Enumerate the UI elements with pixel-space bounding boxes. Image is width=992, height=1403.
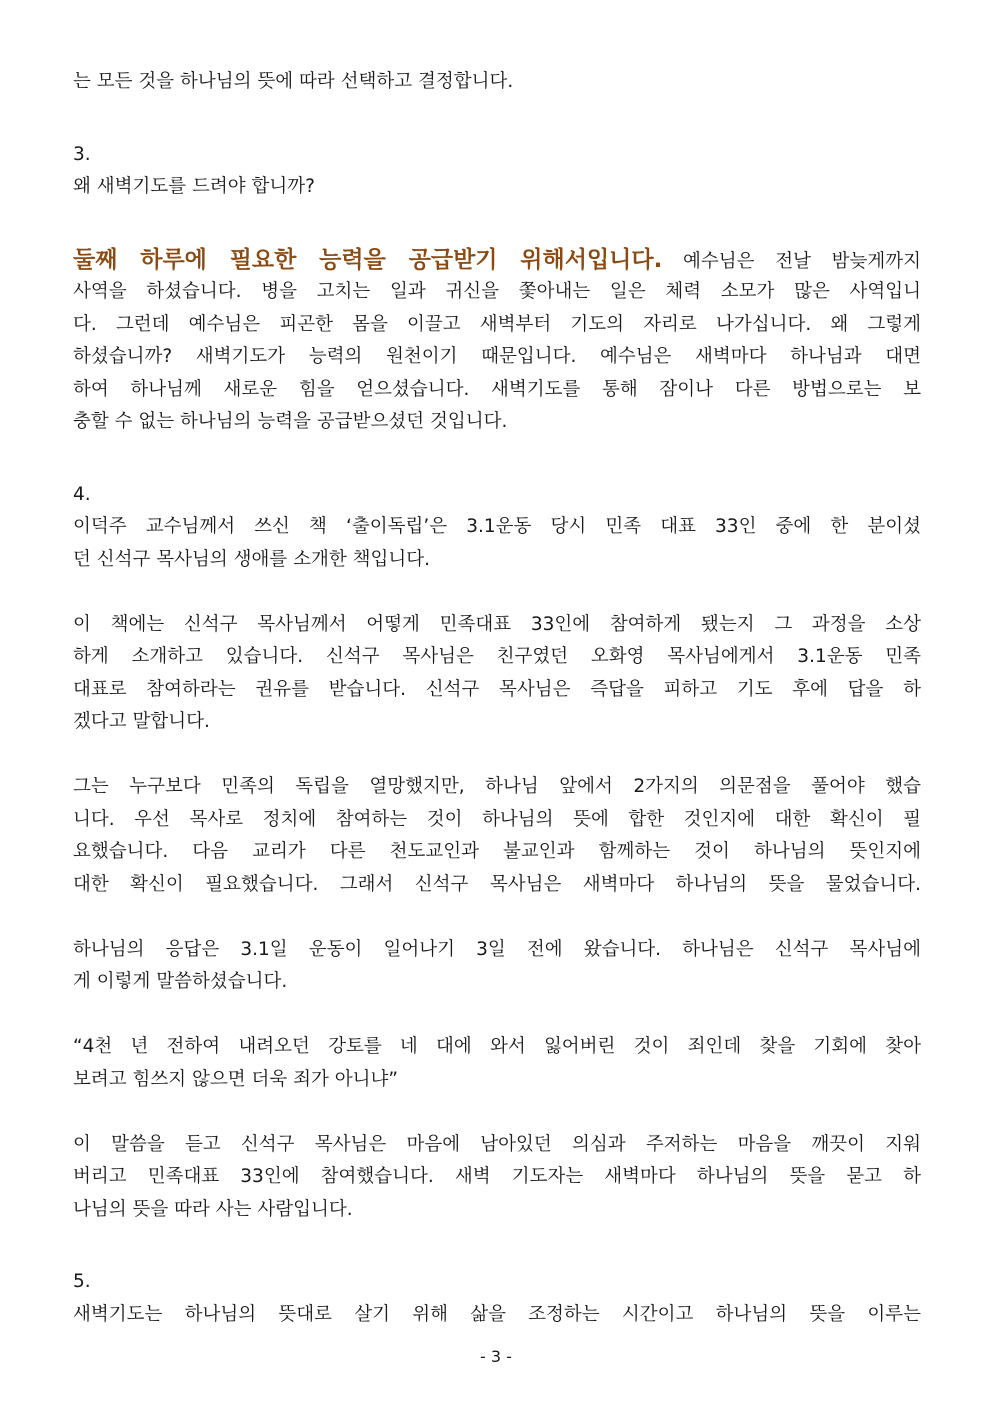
paragraph-line: 이 말씀을 듣고 신석구 목사님은 마음에 남아있던 의심과 주저하는 마음을 깨끗이 지워	[73, 1133, 921, 1155]
paragraph-line: 이 책에는 신석구 목사님께서 어떻게 민족대표 33인에 참여하게 됐는지 그 과정을 소상	[73, 613, 921, 635]
paragraph-line: 요했습니다. 다음 교리가 다른 천도교인과 불교인과 함께하는 것이 하나님의 뜻인지에	[73, 841, 921, 862]
paragraph-line: 대표로 참여하라는 권유를 받습니다. 신석구 목사님은 즉답을 피하고 기도 후에 답을 하	[73, 678, 921, 700]
paragraph-line: 는 모든 것을 하나님의 뜻에 따라 선택하고 결정합니다.	[73, 71, 514, 92]
paragraph-line: 던 신석구 목사님의 생애를 소개한 책입니다.	[73, 548, 430, 570]
paragraph-text: 예수님은 전날 밤늦게까지	[662, 250, 921, 272]
quote-line: 보려고 힘쓰지 않으면 더욱 죄가 아니냐”	[73, 1068, 398, 1090]
paragraph-line: 겠다고 말합니다.	[73, 711, 210, 732]
paragraph-line: 나님의 뜻을 따라 사는 사람입니다.	[73, 1198, 353, 1220]
emphasis-text: 둘째 하루에 필요한 능력을 공급받기 위해서입니다.	[73, 246, 663, 273]
paragraph-line: 게 이렇게 말씀하셨습니다.	[73, 971, 288, 992]
page-number: - 3 -	[480, 1347, 512, 1366]
paragraph-line: 이덕주 교수님께서 쓰신 책 ‘출이독립’은 3.1운동 당시 민족 대표 33인 중에 한 분이셨	[73, 516, 921, 537]
section-number: 3.	[73, 143, 91, 165]
paragraph-line: 충할 수 없는 하나님의 능력을 공급받으셨던 것입니다.	[73, 411, 508, 432]
paragraph-line: 버리고 민족대표 33인에 참여했습니다. 새벽 기도자는 새벽마다 하나님의 뜻을 묻고 하	[73, 1166, 921, 1187]
paragraph-line: 대한 확신이 필요했습니다. 그래서 신석구 목사님은 새벽마다 하나님의 뜻을 물었습니다.	[73, 873, 921, 895]
quote-line: “4천 년 전하여 내려오던 강토를 네 대에 와서 잃어버린 것이 죄인데 찾을 기회에 찾아	[73, 1036, 921, 1057]
emphasis-line	[73, 244, 921, 277]
paragraph-line: 하나님의 응답은 3.1일 운동이 일어나기 3일 전에 왔습니다. 하나님은 신석구 목사님에	[73, 938, 921, 960]
paragraph-line: 그는 누구보다 민족의 독립을 열망했지만, 하나님 앞에서 2가지의 의문점을 풀어야 했습	[73, 776, 921, 797]
paragraph-line: 새벽기도는 하나님의 뜻대로 살기 위해 삶을 조정하는 시간이고 하나님의 뜻을 이루는	[73, 1303, 921, 1325]
paragraph-line: 하여 하나님께 새로운 힘을 얻으셨습니다. 새벽기도를 통해 잠이나 다른 방법으로는 보	[73, 378, 921, 400]
section-number: 4.	[73, 483, 91, 505]
paragraph-line: 하셨습니까? 새벽기도가 능력의 원천이기 때문입니다. 예수님은 새벽마다 하나님과 대면	[73, 346, 921, 367]
paragraph-line: 사역을 하셨습니다. 병을 고치는 일과 귀신을 쫓아내는 일은 체력 소모가 많은 사역입니	[73, 281, 921, 302]
section-question: 왜 새벽기도를 드려야 합니까?	[73, 176, 315, 197]
document-page	[73, 66, 921, 1331]
paragraph-line: 니다. 우선 목사로 정치에 참여하는 것이 하나님의 뜻에 합한 것인지에 대한 확신이 필	[73, 808, 921, 830]
paragraph-line: 하게 소개하고 있습니다. 신석구 목사님은 친구였던 오화영 목사님에게서 3.1운동 민족	[73, 646, 921, 667]
paragraph-line: 다. 그런데 예수님은 피곤한 몸을 이끌고 새벽부터 기도의 자리로 나가십니다. 왜 그렇게	[73, 313, 921, 335]
section-number: 5.	[73, 1271, 91, 1292]
